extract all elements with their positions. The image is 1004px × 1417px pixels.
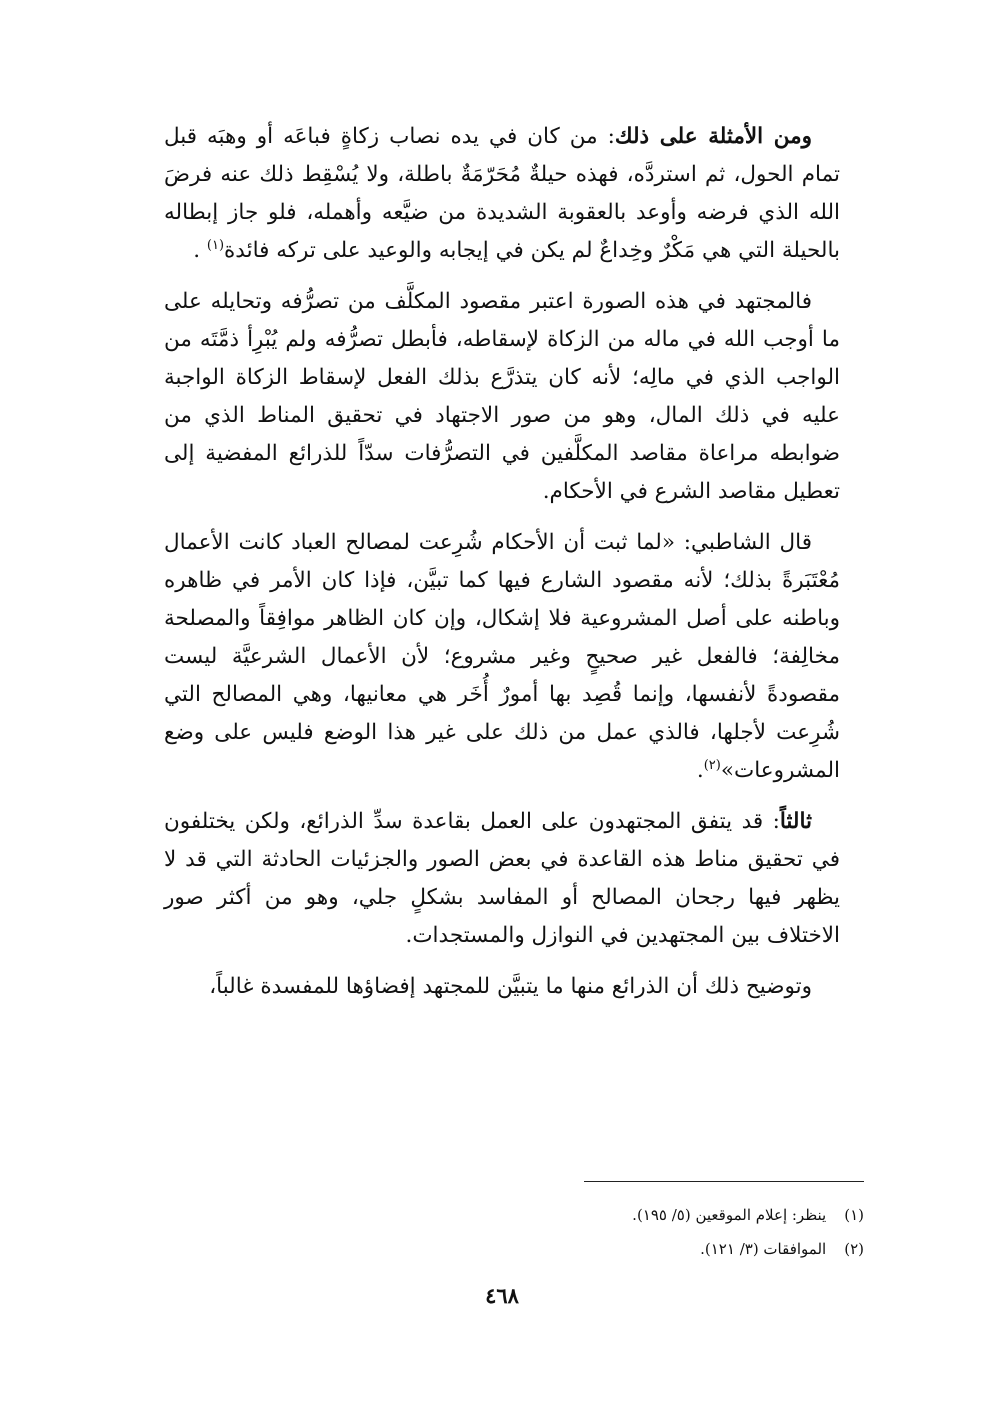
footnote-text: ينظر: إعلام الموقعين (٥/ ١٩٥). <box>632 1206 827 1224</box>
paragraph-lead: ومن الأمثلة على ذلك <box>614 124 812 149</box>
paragraph-lead: ثالثاً <box>779 809 812 834</box>
main-text <box>164 118 840 1006</box>
paragraph-thirdly <box>164 803 840 955</box>
paragraph-text: : قد يتفق المجتهدون على العمل بقاعدة سدِّ الذرائع، ولكن يختلفون في تحقيق مناط هذه القاعدة في بعض الصور والجزئيات الحادثة التي قد لا يظهر فيها رجحان المصالح أو المفاسد بشكلٍ جلي، وهو من أكثر صور الاختلاف بين المجتهدين في النوازل والمستجدات. <box>164 809 840 948</box>
footnote-text: الموافقات (٣/ ١٢١). <box>700 1240 827 1258</box>
footnote-item <box>164 1232 864 1266</box>
paragraph-text: وتوضيح ذلك أن الذرائع منها ما يتبيَّن للمجتهد إفضاؤها للمفسدة غالباً، <box>209 974 812 999</box>
paragraph-text: فالمجتهد في هذه الصورة اعتبر مقصود المكلَّف من تصرُّفه وتحايله على ما أوجب الله في ماله من الزكاة لإسقاطه، فأبطل تصرُّفه ولم يُبْرِأ ذمَّتَه من الواجب الذي في مالِه؛ لأنه كان يتذرَّع بذلك الفعل لإسقاط الزكاة الواجبة عليه في ذلك المال، وهو من صور الاجتهاد في تحقيق المناط الذي من ضوابطه مراعاة مقاصد المكلَّفين في التصرُّفات سدّاً للذرائع المفضية إلى تعطيل مقاصد الشرع في الأحكام. <box>164 289 840 504</box>
footnote-separator <box>584 1181 864 1182</box>
paragraph-text: : من كان في يده نصاب زكاةٍ فباعَه أو وهبَه قبل تمام الحول، ثم استردَّه، فهذه حيلةٌ مُحَرّمَةٌ باطلة، ولا يُسْقِط ذلك عنه فرضَ الله الذي فرضه وأوعد بالعقوبة الشديدة من ضيَّعه وأهمله، فلو جاز إبطاله بالحيلة التي هي مَكْرٌ وخِداعٌ لم يكن في إيجابه والوعيد على تركه فائدة <box>164 124 840 263</box>
footnote-number: (١) <box>844 1206 864 1224</box>
footnotes <box>164 1198 864 1266</box>
paragraph-examples <box>164 118 840 270</box>
footnote-item <box>164 1198 864 1232</box>
paragraph-text: قال الشاطبي: «لما ثبت أن الأحكام شُرِعت لمصالح العباد كانت الأعمال مُعْتَبَرةً بذلك؛ لأنه مقصود الشارع فيها كما تبيَّن، فإذا كان الأمر في ظاهره وباطنه على أصل المشروعية فلا إشكال، وإن كان الظاهر موافِقاً والمصلحة مخالِفة؛ فالفعل غير صحيحٍ وغير مشروع؛ لأن الأعمال الشرعيَّة ليست مقصودةً لأنفسها، وإنما قُصِد بها أمورٌ أُخَر هي معانيها، وهي المصالح التي شُرِعت لأجلها، فالذي عمل من ذلك على غير هذا الوضع فليس على وضع المشروعات» <box>164 530 840 783</box>
footnote-ref-1[interactable]: (١) <box>206 237 225 253</box>
footnote-ref-2[interactable]: (٢) <box>703 757 721 773</box>
paragraph-clarification <box>164 968 840 1006</box>
page-number: ٤٦٨ <box>485 1283 519 1308</box>
footnote-number: (٢) <box>844 1240 864 1258</box>
paragraph-shatibi-quote <box>164 524 840 790</box>
paragraph-tail: . <box>193 238 207 263</box>
paragraph-tail: . <box>696 758 704 783</box>
paragraph-mujtahid <box>164 283 840 511</box>
